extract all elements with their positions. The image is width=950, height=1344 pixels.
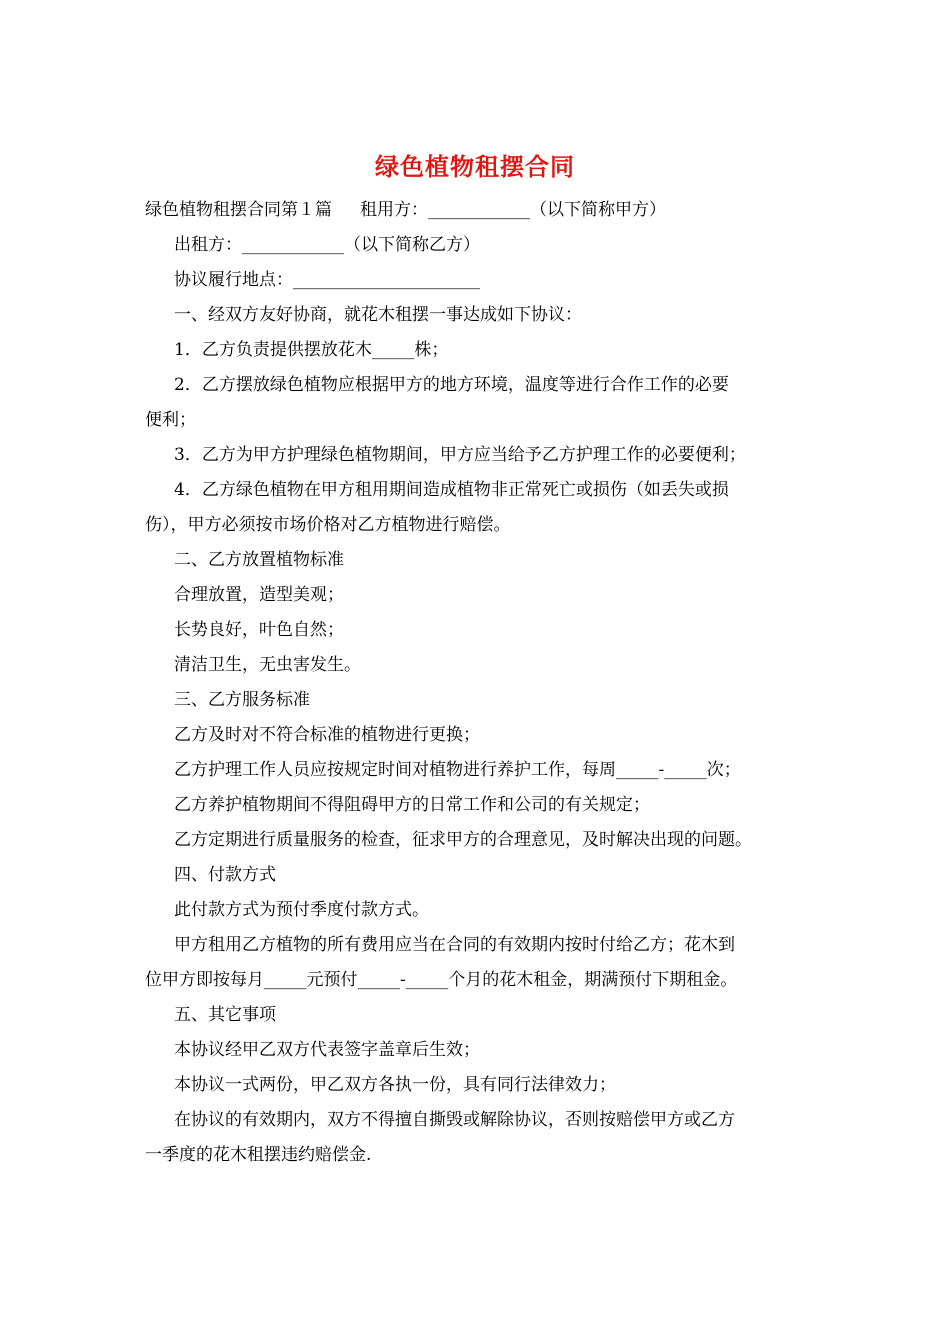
clause-1-4: 4．乙方绿色植物在甲方租用期间造成植物非正常死亡或损伤（如丢失或损 [174,480,729,500]
party-a-line: 租用方：____________（以下简称甲方） [360,200,666,220]
service-item: 乙方定期进行质量服务的检查，征求甲方的合理意见，及时解决出现的问题。 [174,830,752,850]
service-item: 乙方及时对不符合标准的植物进行更换； [174,725,480,745]
document-title: 绿色植物租摆合同 [375,152,575,181]
other-item: 在协议的有效期内，双方不得擅自撕毁或解除协议，否则按赔偿甲方或乙方 [174,1110,735,1130]
standard-item: 合理放置，造型美观； [174,585,344,605]
payment-item-cont: 位甲方即按每月_____元预付_____-_____个月的花木租金，期满预付下期租金。 [145,970,738,990]
party-b-line: 出租方：____________（以下简称乙方） [174,235,480,255]
clause-1-3: 3．乙方为甲方护理绿色植物期间，甲方应当给予乙方护理工作的必要便利； [174,445,746,465]
other-item: 本协议一式两份，甲乙双方各执一份，具有同行法律效力； [174,1075,616,1095]
clause-1-2-cont: 便利； [145,410,196,430]
section-heading: 绿色植物租摆合同第１篇 [145,200,332,220]
clause-heading-4: 四、付款方式 [174,865,276,885]
clause-heading-2: 二、乙方放置植物标准 [174,550,344,570]
clause-heading-3: 三、乙方服务标准 [174,690,310,710]
other-item-cont: 一季度的花木租摆违约赔偿金. [145,1145,372,1165]
clause-1-4-cont: 伤），甲方必须按市场价格对乙方植物进行赔偿。 [145,515,511,535]
payment-item: 此付款方式为预付季度付款方式。 [174,900,429,920]
payment-item: 甲方租用乙方植物的所有费用应当在合同的有效期内按时付给乙方；花木到 [174,935,735,955]
clause-1-2: 2．乙方摆放绿色植物应根据甲方的地方环境，温度等进行合作工作的必要 [174,375,729,395]
service-item: 乙方养护植物期间不得阻碍甲方的日常工作和公司的有关规定； [174,795,650,815]
other-item: 本协议经甲乙双方代表签字盖章后生效； [174,1040,480,1060]
clause-heading-1: 一、经双方友好协商，就花木租摆一事达成如下协议： [174,305,582,325]
standard-item: 清洁卫生，无虫害发生。 [174,655,361,675]
first-line [145,193,825,228]
clause-heading-5: 五、其它事项 [174,1005,276,1025]
clause-1-1: 1．乙方负责提供摆放花木_____株； [174,340,449,360]
standard-item: 长势良好，叶色自然； [174,620,344,640]
location-line: 协议履行地点：______________________ [174,270,480,290]
document-body [145,193,825,1173]
service-item: 乙方护理工作人员应按规定时间对植物进行养护工作，每周_____-_____次； [174,760,741,780]
